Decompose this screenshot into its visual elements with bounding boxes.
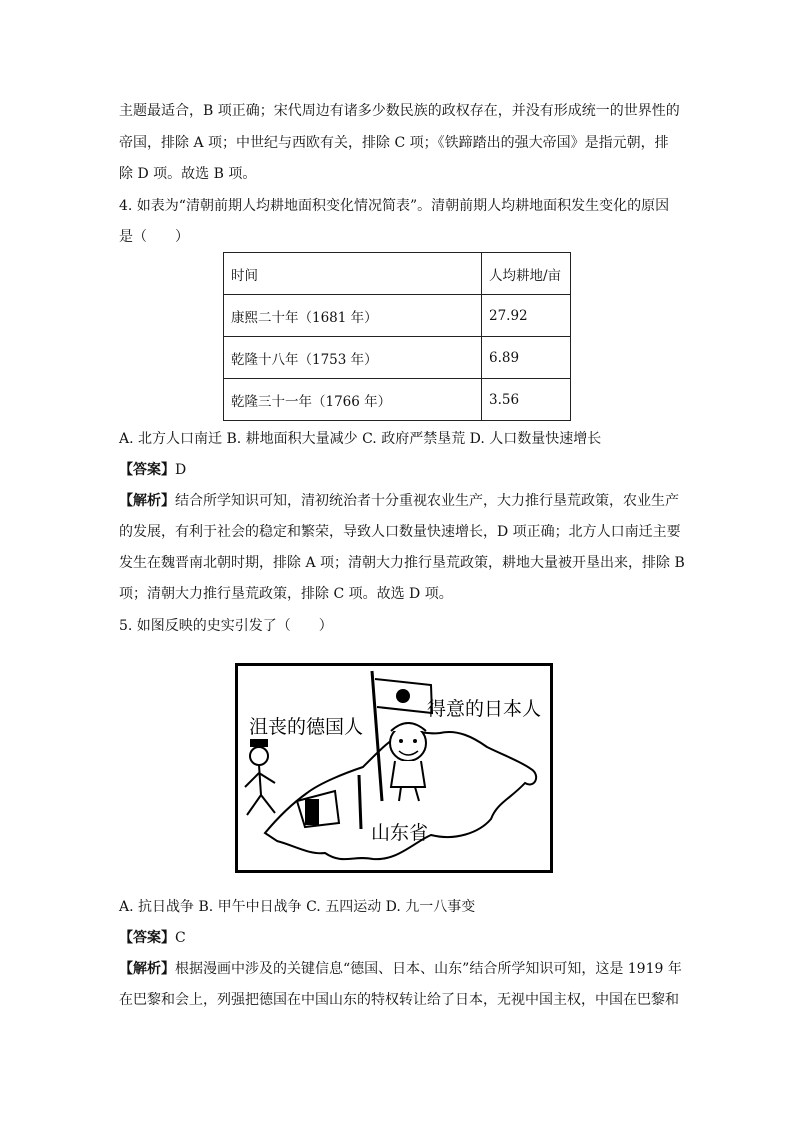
question-5-options: A. 抗日战争 B. 甲午中日战争 C. 五四运动 D. 九一八事变 <box>119 899 476 915</box>
answer-label: 【答案】 <box>119 930 175 946</box>
label-german: 沮丧的德国人 <box>249 716 364 738</box>
table-cell: 乾隆三十一年（1766 年） <box>224 379 482 421</box>
question-5-answer <box>119 928 186 948</box>
table-row <box>224 337 571 379</box>
text-line: 主题最适合，B 项正确；宋代周边有诸多少数民族的政权存在，并没有形成统一的世界性的 <box>119 103 680 119</box>
explanation-text: 结合所学知识可知，清初统治者十分重视农业生产，大力推行垦荒政策，农业生产 <box>175 493 679 509</box>
text-line: 发生在魏晋南北朝时期，排除 A 项；清朝大力推行垦荒政策，耕地大量被开垦出来，排除 B <box>119 555 685 571</box>
question-4-options: A. 北方人口南迁 B. 耕地面积大量减少 C. 政府严禁垦荒 D. 人口数量快速增长 <box>119 431 602 447</box>
explanation-label: 【解析】 <box>119 961 175 977</box>
table-cell: 27.92 <box>482 295 571 337</box>
table-row <box>224 379 571 421</box>
answer-label: 【答案】 <box>119 462 175 478</box>
answer-value: D <box>175 462 187 478</box>
table-header-cell: 时间 <box>224 253 482 295</box>
question-4-answer <box>119 460 186 480</box>
answer-value: C <box>175 930 186 946</box>
table-row <box>224 295 571 337</box>
question-5-explanation <box>119 959 682 979</box>
label-japanese: 得意的日本人 <box>427 698 542 720</box>
table-header-row <box>224 253 571 295</box>
text-line: 除 D 项。故选 B 项。 <box>119 166 257 182</box>
question-4-stem: 4. 如表为“清朝前期人均耕地面积变化情况简表”。清朝前期人均耕地面积发生变化的原因 <box>119 198 670 214</box>
question-4-stem: 是（ ） <box>119 229 189 245</box>
text-line: 帝国，排除 A 项；中世纪与西欧有关，排除 C 项；《铁蹄踏出的强大帝国》是指元朝，排 <box>119 135 669 151</box>
text-line: 项；清朝大力推行垦荒政策，排除 C 项。故选 D 项。 <box>119 586 453 602</box>
paris-peace-cartoon <box>235 663 553 873</box>
table-cell: 6.89 <box>482 337 571 379</box>
explanation-label: 【解析】 <box>119 493 175 509</box>
table-cell: 3.56 <box>482 379 571 421</box>
text-line: 的发展，有利于社会的稳定和繁荣，导致人口数量快速增长，D 项正确；北方人口南迁主要 <box>119 524 681 540</box>
label-shandong: 山东省 <box>371 822 429 844</box>
explanation-text: 根据漫画中涉及的关键信息“德国、日本、山东”结合所学知识可知，这是 1919 年 <box>175 961 682 977</box>
text-line: 在巴黎和会上，列强把德国在中国山东的特权转让给了日本，无视中国主权，中国在巴黎和 <box>119 992 679 1008</box>
table-cell: 康熙二十年（1681 年） <box>224 295 482 337</box>
table-header-cell: 人均耕地/亩 <box>482 253 571 295</box>
question-5-stem: 5. 如图反映的史实引发了（ ） <box>119 618 333 634</box>
table-cell: 乾隆十八年（1753 年） <box>224 337 482 379</box>
population-land-table <box>223 252 571 421</box>
question-4-explanation <box>119 491 679 511</box>
